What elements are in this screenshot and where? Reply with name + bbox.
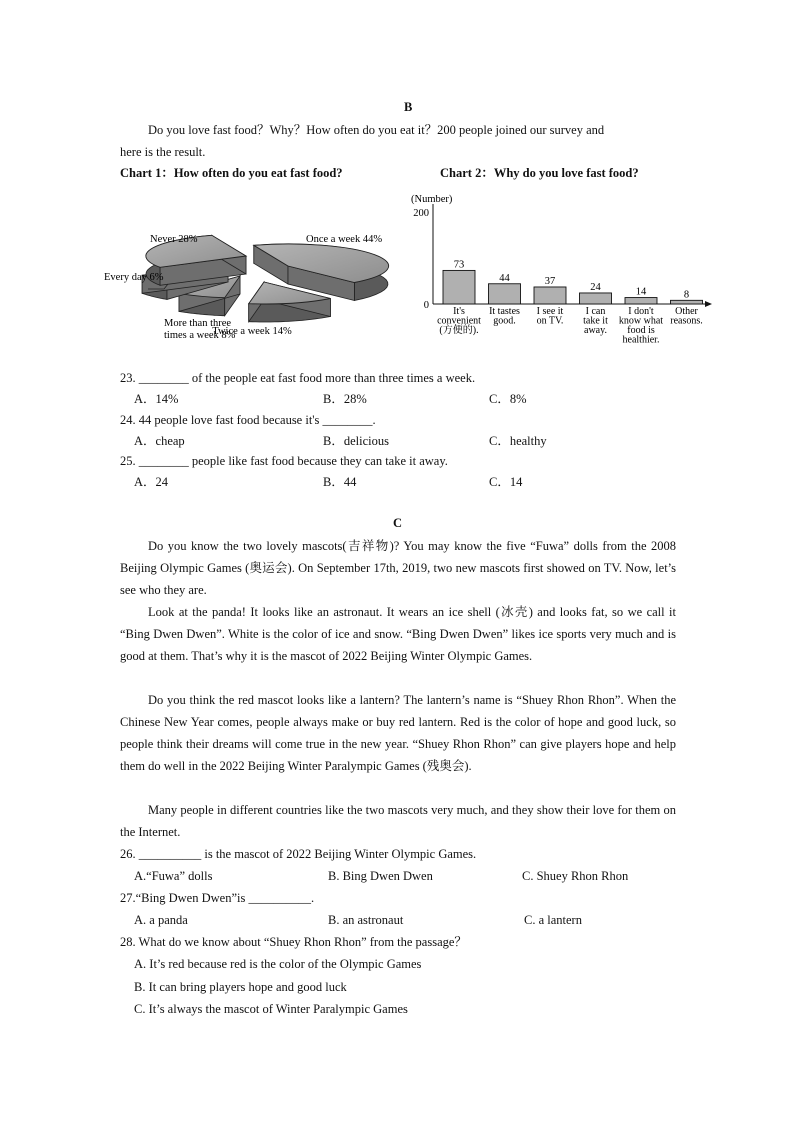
- bar-value-label-1: 44: [499, 272, 510, 284]
- section-b-intro-line2: here is the result.: [120, 145, 206, 159]
- bar-y-label: (Number): [411, 194, 453, 205]
- bar-category-label-3-0: I can: [585, 306, 606, 317]
- question-24: 24. 44 people love fast food because it's ________.: [120, 413, 376, 427]
- bar-value-label-2: 37: [544, 275, 556, 287]
- bar-category-label-3-1: take it: [583, 315, 608, 327]
- question-26-option-a[interactable]: A.“Fuwa” dolls: [134, 869, 213, 883]
- bar-3: [580, 293, 612, 304]
- bar-category-label-1-1: good.: [493, 315, 516, 327]
- bar-y-tick-min: 0: [423, 300, 429, 311]
- bar-4: [625, 298, 657, 304]
- question-28-option-b[interactable]: B. It can bring players hope and good luck: [134, 980, 347, 994]
- bar-category-label-4-2: food is: [627, 325, 655, 336]
- bar-1: [489, 284, 521, 304]
- question-24-option-c[interactable]: C．healthy: [489, 434, 547, 448]
- question-24-option-b[interactable]: B．delicious: [323, 434, 389, 448]
- question-26: 26. __________ is the mascot of 2022 Beijing Winter Olympic Games.: [120, 847, 477, 861]
- bar-category-label-2-0: I see it: [536, 306, 564, 317]
- passage-paragraph-2: Look at the panda! It looks like an astronaut. It wears an ice shell (冰壳) and looks fat, so we call it “Bing Dwen Dwen”. White is the color of ice and snow. “Bing Dwen Dwen” likes ice sports very much and is good at them. That’s why it is the mascot of 2022 Beijing Winter Olympic Games.: [120, 605, 676, 663]
- bar-value-label-0: 73: [453, 259, 465, 271]
- question-26-option-b[interactable]: B. Bing Dwen Dwen: [328, 869, 433, 883]
- bar-2: [534, 287, 566, 304]
- pie-label-2: More than three: [164, 318, 232, 329]
- chart1-pie: [100, 222, 400, 347]
- bar-value-label-3: 24: [590, 281, 601, 293]
- bar-category-label-1-0: It tastes: [489, 306, 520, 317]
- pie-label-2-line2: times a week 8%: [164, 330, 236, 341]
- question-26-option-c[interactable]: C. Shuey Rhon Rhon: [522, 869, 629, 883]
- bar-category-label-4-1: know what: [618, 315, 664, 327]
- chart1-title: Chart 1：How often do you eat fast food?: [120, 166, 343, 180]
- question-28-option-a[interactable]: A. It’s red because red is the color of the Olympic Games: [134, 957, 422, 971]
- question-23: 23. ________ of the people eat fast food more than three times a week.: [120, 371, 476, 385]
- section-b-letter: B: [404, 100, 413, 114]
- pie-label-1: Twice a week 14%: [212, 326, 292, 337]
- question-27-option-a[interactable]: A. a panda: [134, 913, 188, 927]
- question-23-option-a[interactable]: A．14%: [134, 392, 179, 406]
- passage-paragraph-4: Many people in different countries like the two mascots very much, and they show their love for them on the Internet.: [120, 803, 676, 839]
- bar-value-label-4: 14: [635, 286, 647, 298]
- question-27: 27.“Bing Dwen Dwen”is __________.: [120, 891, 315, 905]
- question-23-option-c[interactable]: C．8%: [489, 392, 527, 406]
- question-25-option-c[interactable]: C．14: [489, 475, 523, 489]
- bar-category-label-5-0: Other: [675, 306, 698, 317]
- bar-marks: [437, 259, 703, 345]
- pie-slices: [142, 235, 389, 322]
- pie-label-3: Every day 6%: [104, 272, 164, 283]
- question-27-option-c[interactable]: C. a lantern: [524, 913, 582, 927]
- bar-x-axis-arrow: [705, 301, 712, 307]
- bar-category-label-0-2: (方便的).: [439, 325, 479, 336]
- bar-category-label-4-3: healthier.: [622, 334, 660, 346]
- question-25-option-b[interactable]: B．44: [323, 475, 357, 489]
- question-25: 25. ________ people like fast food because they can take it away.: [120, 454, 448, 468]
- question-24-option-a[interactable]: A．cheap: [134, 434, 185, 448]
- question-28: 28. What do we know about “Shuey Rhon Rhon” from the passage？: [120, 935, 467, 949]
- section-c-letter: C: [393, 516, 403, 530]
- pie-label-4: Never 28%: [150, 234, 198, 245]
- chart2-bar: [405, 188, 717, 350]
- bar-category-label-3-2: away.: [584, 325, 607, 336]
- chart2-title: Chart 2：Why do you love fast food?: [440, 166, 639, 180]
- bar-category-label-2-1: on TV.: [536, 315, 564, 327]
- section-b-intro-line1: Do you love fast food？Why？How often do you eat it？200 people joined our survey and: [148, 123, 605, 137]
- bar-value-label-5: 8: [683, 289, 690, 301]
- pie-label-0: Once a week 44%: [306, 234, 383, 245]
- passage-paragraph-3: Do you think the red mascot looks like a lantern? The lantern’s name is “Shuey Rhon Rhon”. When the Chinese New Year comes, people always make or buy red lantern. Red is the color of hope and good luck, so people think their dreams will come true in the new year. “Shuey Rhon Rhon” can give players hope and help them do well in the 2022 Beijing Winter Paralympic Games (残奥会).: [120, 693, 676, 773]
- question-25-option-a[interactable]: A．24: [134, 475, 169, 489]
- question-28-option-c[interactable]: C. It’s always the mascot of Winter Paralympic Games: [134, 1002, 408, 1016]
- bar-0: [443, 270, 475, 304]
- bar-category-label-0-0: It's: [453, 306, 465, 317]
- passage-paragraph-1: Do you know the two lovely mascots(吉祥物)? You may know the five “Fuwa” dolls from the 2008 Beijing Olympic Games (奥运会). On September 17th, 2019, two new mascots first showed on TV. Now, let’s see who they are.: [120, 539, 676, 597]
- question-27-option-b[interactable]: B. an astronaut: [328, 913, 404, 927]
- bar-5: [671, 300, 703, 304]
- bar-category-label-4-0: I don't: [628, 306, 654, 317]
- bar-category-label-0-1: convenient: [437, 315, 481, 327]
- question-23-option-b[interactable]: B．28%: [323, 392, 367, 406]
- bar-category-label-5-1: reasons.: [670, 315, 703, 327]
- bar-y-tick-max: 200: [413, 208, 429, 219]
